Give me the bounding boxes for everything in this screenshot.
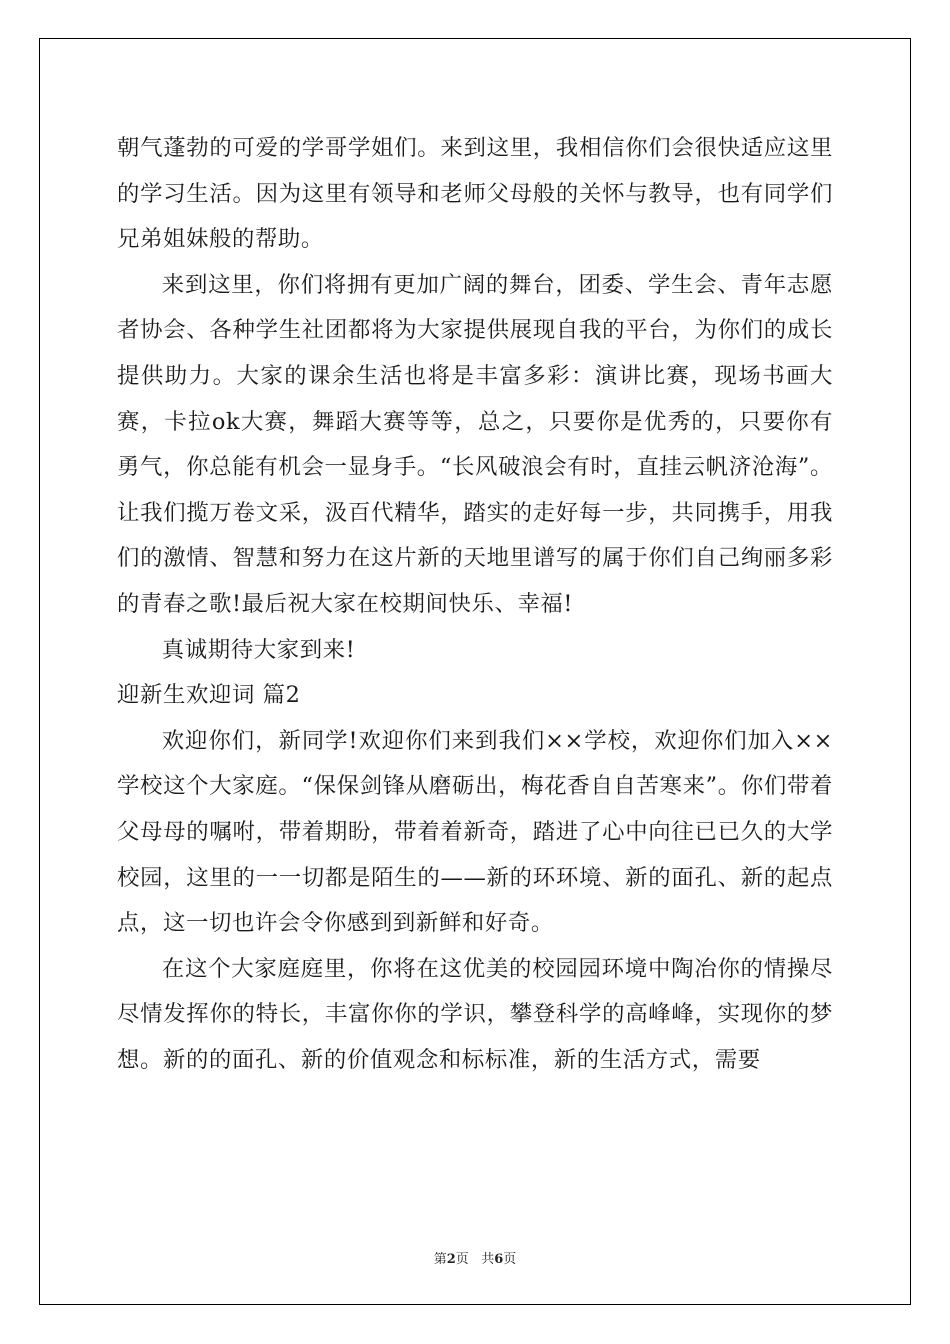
document-body	[117, 126, 833, 1083]
total-suffix: 页	[503, 1252, 517, 1267]
paragraph-continuation: 朝气蓬勃的可爱的学哥学姐们。来到这里，我相信你们会很快适应这里的学习生活。因为这里有领导和老师父母般的关怀与教导，也有同学们兄弟姐妹般的帮助。	[117, 135, 833, 253]
paragraph: 来到这里，你们将拥有更加广阔的舞台，团委、学生会、青年志愿者协会、各种学生社团都将为大家提供展现自我的平台，为你们的成长提供助力。大家的课余生活也将是丰富多彩：演讲比赛，现场书画大赛，卡拉ok大赛，舞蹈大赛等等，总之，只要你是优秀的，只要你有勇气，你总能有机会一显身手。“长风破浪会有时，直挂云帆济沧海”。让我们揽万卷文采，汲百代精华，踏实的走好每一步，共同携手，用我们的激情、智慧和努力在这片新的天地里谱写的属于你们自己绚丽多彩的青春之歌!最后祝大家在校期间快乐、幸福!	[117, 271, 833, 617]
paragraph: 真诚期待大家到来!	[161, 636, 356, 663]
page-number: 2	[446, 1252, 456, 1267]
page-footer	[0, 1248, 950, 1267]
paragraph: 欢迎你们，新同学!欢迎你们来到我们××学校，欢迎你们加入××学校这个大家庭。“保保剑锋从磨砺出，梅花香自自苦寒来”。你们带着父母母的嘱咐，带着期盼，带着着新奇，踏进了心中向往已已久的大学校园，这里的一一切都是陌生的——新的环环境、新的面孔、新的起点点，这一切也许会令你感到到新鲜和好奇。	[117, 727, 833, 937]
total-prefix: 共	[481, 1252, 495, 1267]
page-prefix: 第	[433, 1252, 447, 1267]
total-pages: 6	[494, 1252, 504, 1267]
paragraph: 在这个大家庭庭里，你将在这优美的校园园环境中陶冶你的情操尽尽情发挥你的特长，丰富你你的学识，攀登科学的高峰峰，实现你的梦想。新的的面孔、新的价值观念和标标准，新的生活方式，需要	[117, 955, 833, 1073]
page-suffix: 页	[455, 1252, 469, 1267]
section-heading: 迎新生欢迎词 篇2	[117, 682, 301, 709]
